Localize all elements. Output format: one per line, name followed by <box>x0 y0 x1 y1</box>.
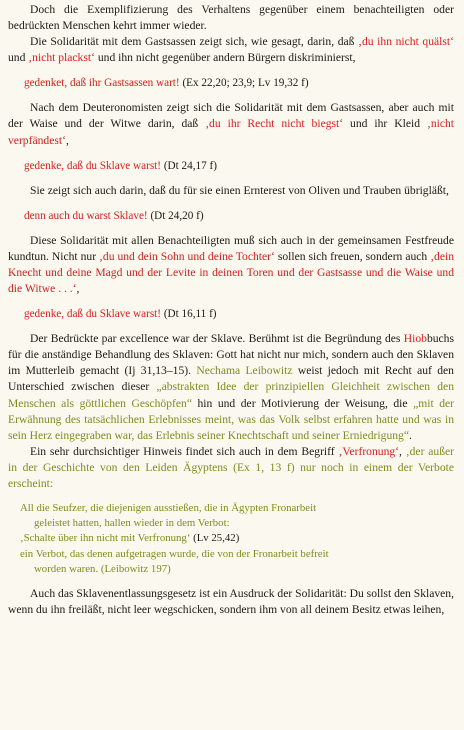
author-name: Nechama Leibowitz <box>196 364 293 378</box>
paragraph-4: Sie zeigt sich auch darin, daß du für sie einen Ernterest von Oliven und Trauben übrigläßt, <box>30 183 449 197</box>
paragraph-7 <box>8 444 454 492</box>
text-span: weist jedoch mit Recht auf den Unterschied zwischen dieser <box>8 364 454 394</box>
red-phrase: ‚du und dein Sohn und deine Tochter‘ <box>99 249 275 263</box>
paragraph-1-line-1: Doch die Exemplifizierung des Verhaltens gegenüber einem benachteiligten <box>30 3 425 16</box>
paragraph-5 <box>8 233 454 297</box>
text-span: und <box>8 51 29 65</box>
red-phrase: ‚dein Knecht und deine Magd und der Levite in deinen Toren und der Gastsasse und die Waise und die Witwe . . .‘ <box>8 249 455 296</box>
red-phrase: ‚Verfronung‘ <box>338 444 400 458</box>
quote-reference: (Dt 24,20 f) <box>147 209 204 222</box>
quote-reference: (Ex 22,20; 23,9; Lv 19,32 f) <box>179 77 309 90</box>
quote-4 <box>8 306 454 322</box>
text-span: buchs für die anständige Behandlung des Sklaven: Gott hat nicht nur mich, sondern auch den Sklaven im Mutterleib gemacht (Ij 31,13–15). <box>8 332 454 378</box>
text-span: Diese Solidarität mit allen Benachteiligten muß sich auch in der gemeinsamen Festfreude kundtun. Nicht nur <box>8 233 454 263</box>
hiob-highlight: Hiob <box>403 332 427 346</box>
text-span: , <box>65 133 69 147</box>
red-phrase: ‚du ihn nicht quälst‘ <box>358 35 454 49</box>
leibowitz-quote <box>8 501 454 577</box>
text-span: hin und der Motivierung der Weisung, die <box>191 396 414 410</box>
quote-text: gedenke, daß du Sklave warst! <box>24 308 162 321</box>
quote-reference: (Dt 16,11 f) <box>161 308 217 321</box>
red-phrase: ‚du ihr Recht nicht biegst‘ <box>205 117 344 131</box>
text-span: Ein sehr durchsichtiger Hinweis findet sich auch in dem Begriff <box>30 444 339 458</box>
paragraph-3 <box>8 100 454 148</box>
green-citation: „abstrakten Idee der prinzipiellen Gleichheit zwischen den Menschen als göttlichen Geschöpfen“ <box>8 380 454 410</box>
quote-phrase: ‚Schalte über ihn nicht mit Verfronung‘ <box>20 532 191 545</box>
text-span: , <box>399 444 406 458</box>
text-span: und ihn nicht gegenüber andern Bürgern diskriminierst, <box>94 51 356 65</box>
text-span: Die Solidarität mit dem Gastsassen zeigt sich, wie gesagt, darin, daß <box>30 35 359 49</box>
green-citation: „mit der Erwähnung des tatsächlichen Erlebnisses meint, was das Volk selbst erfahren hatte und was in sein Herz eingegraben war, das Erlebnis seiner Knechtschaft und seiner Erniedrigung“ <box>8 396 455 442</box>
quote-line: worden waren. (Leibowitz 197) <box>34 562 171 575</box>
paragraph-2 <box>8 34 454 66</box>
text-span: Der Bedrückte par excellence war der Sklave. Berühmt ist die Begründung des <box>30 332 404 346</box>
paragraph-6 <box>8 331 454 444</box>
quote-reference: (Lv 25,42) <box>190 532 240 545</box>
quote-line <box>20 531 454 546</box>
paragraph-1-line-2: oder bedrückten Menschen kehrt immer wieder. <box>8 3 454 33</box>
red-phrase: ‚nicht plackst‘ <box>28 51 95 65</box>
quote-line: geleistet hatten, hallen wieder in dem Verbot: <box>34 517 230 530</box>
green-citation: ‚der außer in der Geschichte von den Leiden Ägyptens (Ex 1, 13 f) nur noch in einem der Verbote erscheint: <box>8 444 455 490</box>
quote-3 <box>8 208 454 224</box>
quote-1 <box>8 75 454 91</box>
text-span: sollen sich freuen, sondern auch <box>274 249 431 263</box>
text-span: und ihr Kleid <box>343 117 427 131</box>
quote-text: gedenke, daß du Sklave warst! <box>24 159 162 172</box>
quote-2 <box>8 158 454 174</box>
quote-text: denn auch du warst Sklave! <box>24 209 148 222</box>
red-phrase: ‚nicht verpfändest‘ <box>8 117 454 147</box>
text-span: . <box>408 428 412 442</box>
quote-reference: (Dt 24,17 f) <box>161 159 217 172</box>
paragraph-1 <box>8 2 454 34</box>
text-span: , <box>76 282 80 296</box>
paragraph-8: Auch das Sklavenentlassungsgesetz ist ein Ausdruck der Solidarität: Du sollst den Sklaven, wenn du ihn freiläßt, nicht leer wegschicken, sondern ihm von all deinem Besitz etwas leihen, <box>8 587 454 617</box>
quote-line: ein Verbot, das denen aufgetragen wurde, die von der Fronarbeit befreit <box>20 547 329 560</box>
quote-text: gedenket, daß ihr Gastsassen wart! <box>24 77 180 90</box>
text-span: Nach dem Deuteronomisten zeigt sich die Solidarität mit dem Gastsassen, aber auch mit der Waise und der Witwe darin, daß <box>8 101 454 131</box>
quote-line: All die Seufzer, die diejenigen ausstießen, die in Ägypten Fronarbeit <box>20 502 317 515</box>
